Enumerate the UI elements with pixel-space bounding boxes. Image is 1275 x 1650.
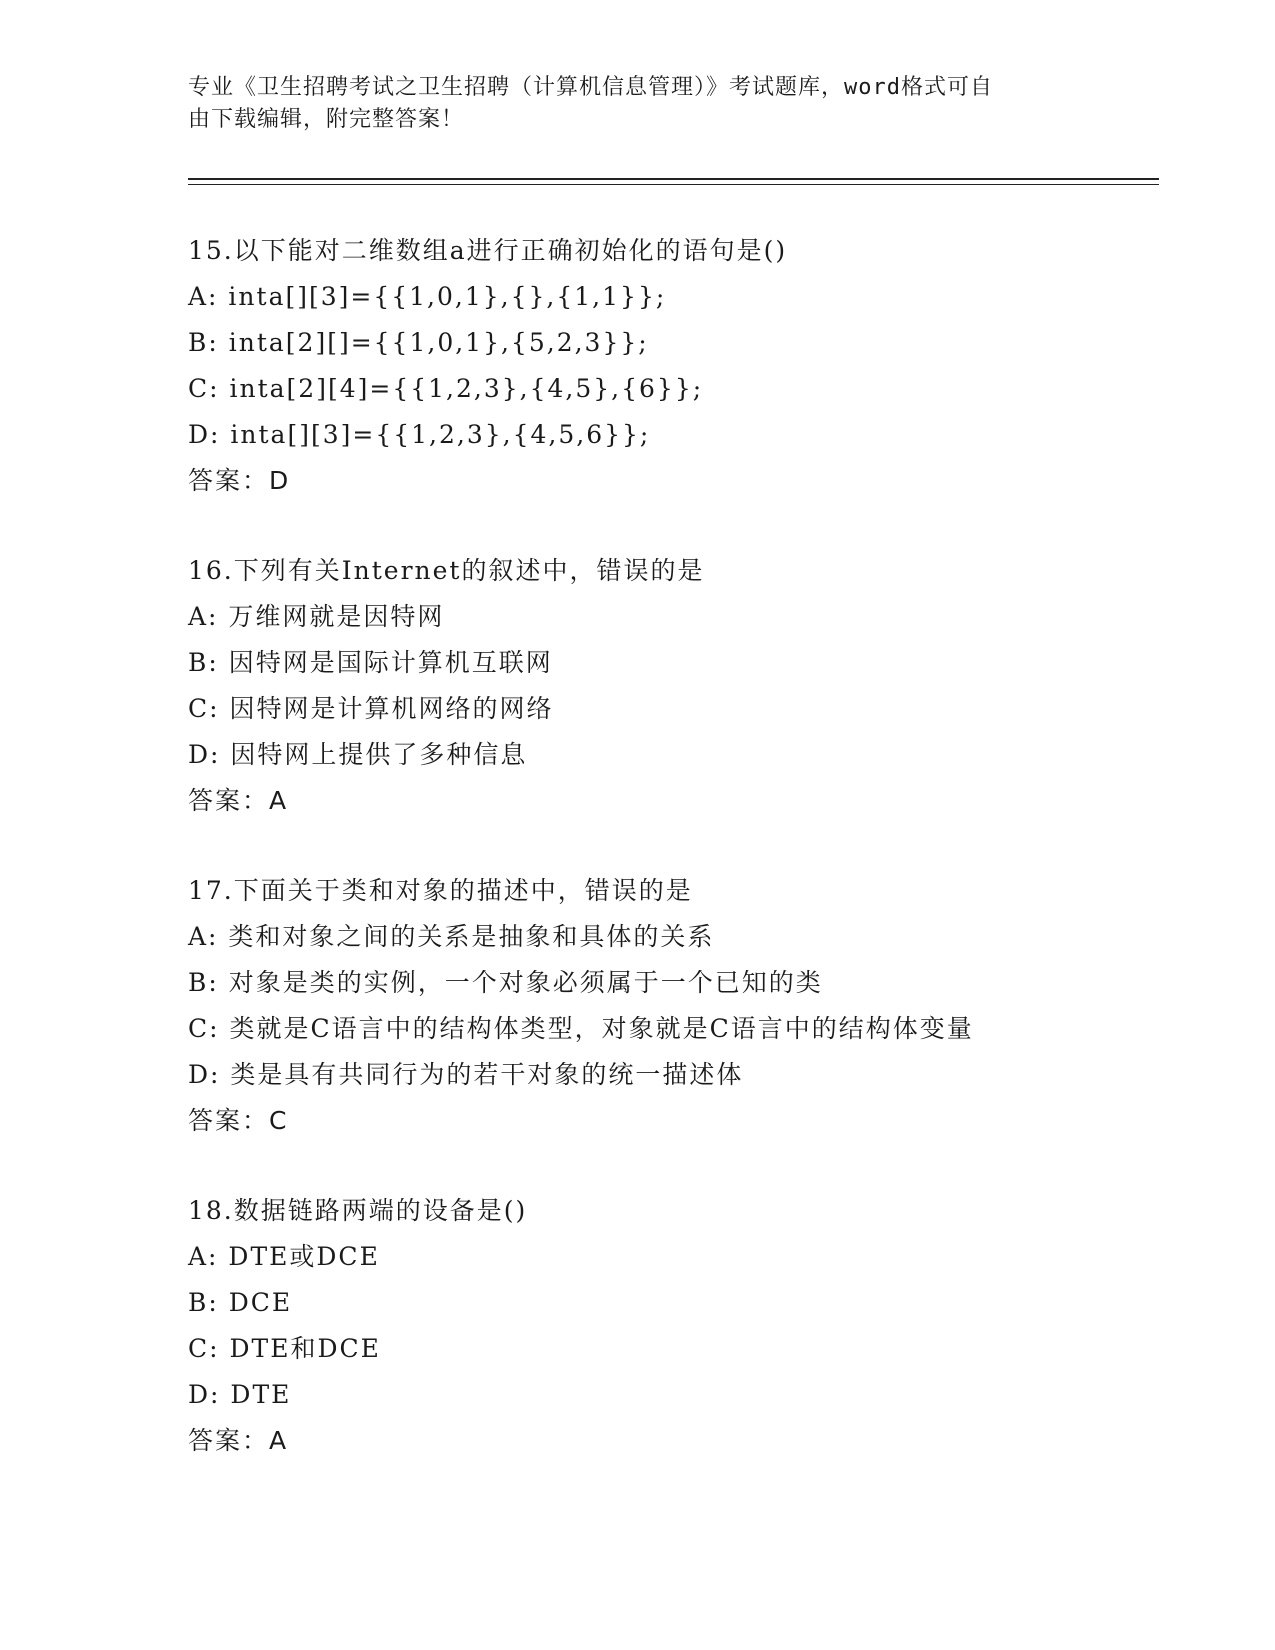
question-stem: 18.数据链路两端的设备是() (188, 1196, 528, 1225)
header-divider-thin (188, 184, 1159, 185)
option-c: C: inta[2][4]={{1,2,3},{4,5},{6}}; (188, 374, 704, 403)
answer-label: 答案：A (188, 1426, 289, 1455)
question-15 (188, 228, 1148, 504)
option-a: A: 类和对象之间的关系是抽象和具体的关系 (188, 922, 715, 951)
question-stem: 15.以下能对二维数组a进行正确初始化的语句是() (188, 236, 788, 265)
option-a: A: DTE或DCE (188, 1242, 380, 1271)
header-line-1: 专业《卫生招聘考试之卫生招聘（计算机信息管理）》考试题库，word格式可自 (188, 75, 993, 100)
question-stem: 17.下面关于类和对象的描述中，错误的是 (188, 876, 693, 905)
document-header (188, 72, 1068, 136)
option-c: C: DTE和DCE (188, 1334, 381, 1363)
option-c: C: 类就是C语言中的结构体类型，对象就是C语言中的结构体变量 (188, 1014, 974, 1043)
option-d: D: DTE (188, 1380, 292, 1409)
question-18 (188, 1188, 1148, 1464)
option-b: B: inta[2][]={{1,0,1},{5,2,3}}; (188, 328, 649, 357)
header-divider-thick (188, 178, 1159, 180)
option-b: B: 对象是类的实例，一个对象必须属于一个已知的类 (188, 968, 823, 997)
answer-label: 答案：C (188, 1106, 289, 1135)
answer-label: 答案：A (188, 786, 289, 815)
question-16 (188, 548, 1148, 824)
option-d: D: 类是具有共同行为的若干对象的统一描述体 (188, 1060, 744, 1089)
option-b: B: 因特网是国际计算机互联网 (188, 648, 553, 677)
option-a: A: inta[][3]={{1,0,1},{},{1,1}}; (188, 282, 667, 311)
option-d: D: 因特网上提供了多种信息 (188, 740, 528, 769)
question-stem: 16.下列有关Internet的叙述中，错误的是 (188, 556, 705, 585)
answer-label: 答案：D (188, 466, 291, 495)
header-line-2: 由下载编辑，附完整答案！ (188, 107, 465, 132)
option-b: B: DCE (188, 1288, 293, 1317)
question-17 (188, 868, 1148, 1144)
option-c: C: 因特网是计算机网络的网络 (188, 694, 554, 723)
option-a: A: 万维网就是因特网 (188, 602, 445, 631)
option-d: D: inta[][3]={{1,2,3},{4,5,6}}; (188, 420, 651, 449)
